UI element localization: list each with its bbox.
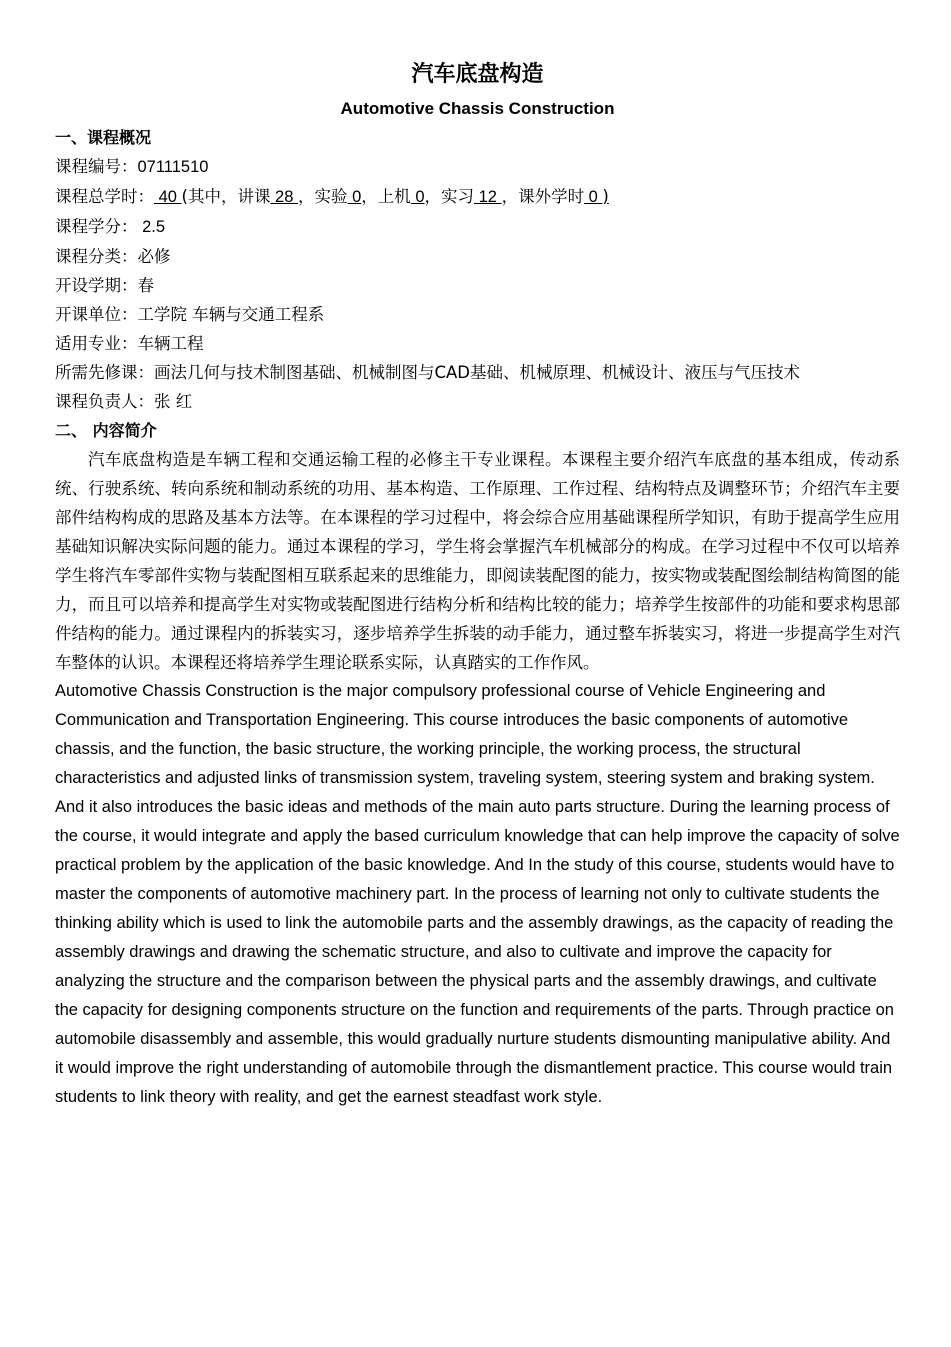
course-owner-row	[55, 387, 900, 416]
category-label: 课程分类：	[55, 247, 138, 266]
course-unit-row	[55, 300, 900, 329]
document-title-en: Automotive Chassis Construction	[340, 99, 615, 118]
hours-lecture-value: 28	[270, 188, 298, 206]
prereq-value: 画法几何与技术制图基础、机械制图与CAD基础、机械原理、机械设计、液压与气压技术	[154, 363, 801, 382]
unit-label: 开课单位：	[55, 305, 138, 324]
course-hours-row	[55, 182, 900, 212]
course-major-row	[55, 329, 900, 358]
hours-practice-value: 12	[474, 188, 502, 206]
term-label: 开设学期：	[55, 276, 138, 295]
term-value: 春	[137, 276, 154, 295]
hours-computer-label: ，上机	[361, 187, 411, 206]
section-heading-overview: 一、课程概况	[55, 128, 152, 147]
course-prereq-row	[55, 358, 900, 387]
hours-close: )	[602, 187, 609, 206]
credit-value: 2.5	[137, 218, 166, 236]
hours-lab-label: ，实验	[298, 187, 348, 206]
course-code-label: 课程编号：	[55, 157, 138, 176]
summary-paragraph-cn: 汽车底盘构造是车辆工程和交通运输工程的必修主干专业课程。本课程主要介绍汽车底盘的基本组成，传动系统、行驶系统、转向系统和制动系统的功用、基本构造、工作原理、工作过程、结构特点及调整环节；介绍汽车主要部件结构构成的思路及基本方法等。在本课程的学习过程中，将会综合应用基础课程所学知识，有助于提高学生应用基础知识解决实际问题的能力。通过本课程的学习，学生将会掌握汽车机械部分的构成。在学习过程中不仅可以培养学生将汽车零部件实物与装配图相互联系起来的思维能力，即阅读装配图的能力，按实物或装配图绘制结构简图的能力，而且可以培养和提高学生对实物或装配图进行结构分析和结构比较的能力；培养学生按部件的功能和要求构思部件结构的能力。通过课程内的拆装实习，逐步培养学生拆装的动手能力，通过整车拆装实习，将进一步提高学生对汽车整体的认识。本课程还将培养学生理论联系实际，认真踏实的工作作风。	[55, 450, 900, 672]
unit-value: 工学院 车辆与交通工程系	[137, 305, 325, 324]
hours-total-value: 40	[154, 188, 182, 206]
major-label: 适用专业：	[55, 334, 138, 353]
summary-paragraph-en: Automotive Chassis Construction is the major compulsory professional course of Vehicle Engineering and Communication and Transportation Engineering. This course introduces the basic components of automotive chassis, and the function, the basic structure, the working principle, the working process, the structural characteristics and adjusted links of transmission system, traveling system, steering system and braking system. And it also introduces the basic ideas and methods of the main auto parts structure. During the learning process of the course, it would integrate and apply the based curriculum knowledge that can help improve the capacity of solve practical problem by the application of the basic knowledge. And In the study of this course, students would have to master the components of automotive machinery part. In the process of learning not only to cultivate students the thinking ability which is used to link the automobile parts and the assembly drawings, as the capacity of reading the assembly drawings and drawing the schematic structure, and also to cultivate and improve the capacity for analyzing the structure and the comparison between the physical parts and the assembly drawings, and cultivate the capacity for designing components structure on the function and requirements of the parts. Through practice on automobile disassembly and assemble, this would gradually nurture students dismounting manipulative ability. And it would improve the right understanding of automobile through the dismantlement practice. This course would train students to link theory with reality, and get the earnest steadfast work style.	[55, 682, 900, 1106]
prereq-label: 所需先修课：	[55, 363, 154, 382]
section-heading-summary: 二、 内容简介	[55, 421, 157, 440]
hours-computer-value: 0	[410, 188, 425, 206]
hours-extra-value: 0	[584, 188, 603, 206]
course-term-row	[55, 271, 900, 300]
owner-label: 课程负责人：	[55, 392, 154, 411]
category-value: 必修	[137, 247, 171, 266]
course-code-row	[55, 152, 900, 182]
major-value: 车辆工程	[137, 334, 204, 353]
document-title-cn: 汽车底盘构造	[411, 62, 544, 87]
hours-practice-label: ，实习	[424, 187, 475, 206]
hours-lecture-label: (其中，讲课	[181, 187, 271, 206]
hours-lab-value: 0	[347, 188, 362, 206]
document-page	[55, 58, 900, 1112]
course-code-value: 07111510	[137, 158, 209, 176]
hours-extra-label: ，课外学时	[501, 187, 585, 206]
owner-value: 张 红	[154, 392, 193, 411]
course-credit-row	[55, 212, 900, 242]
course-category-row	[55, 242, 900, 271]
hours-label: 课程总学时：	[55, 187, 154, 206]
credit-label: 课程学分：	[55, 217, 138, 236]
